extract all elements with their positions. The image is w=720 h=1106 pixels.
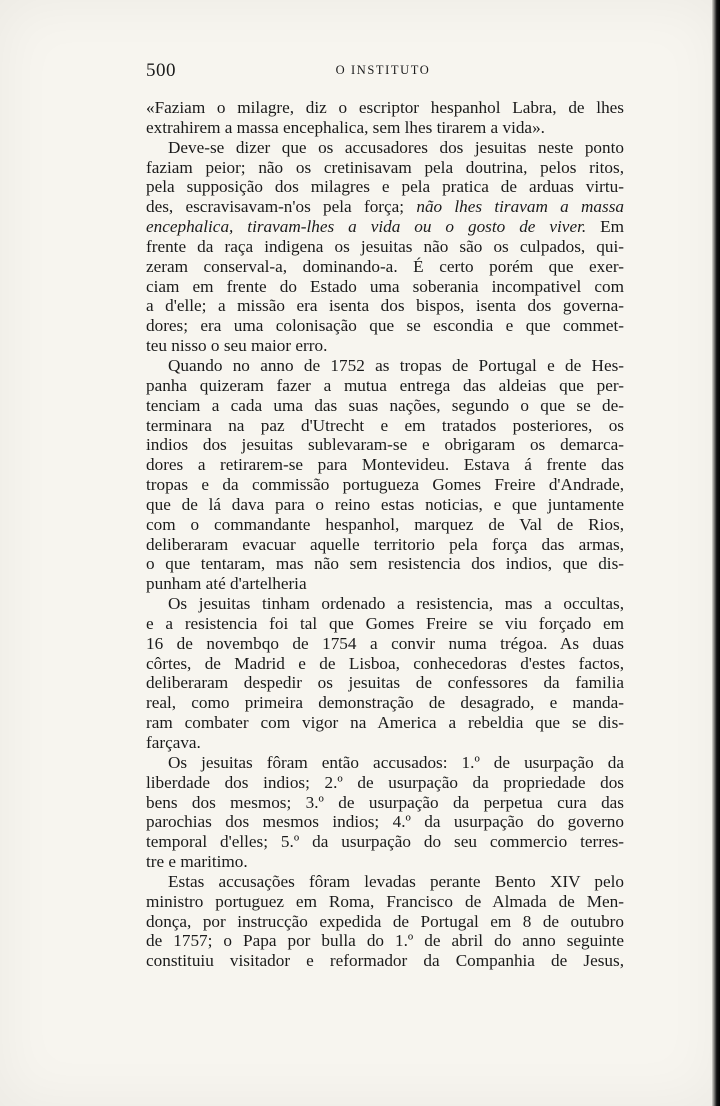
text-line: tre e maritimo. [146,852,248,872]
text-segment: Em [586,217,624,237]
text-line: parochias dos mesmos indios; 4.º da usurpação do governo [146,812,624,832]
text-line: temporal d'elles; 5.º da usurpação do seu commercio terres- [146,832,624,852]
paragraph-3 [146,356,624,594]
body-text [146,98,624,971]
text-line: a d'elle; a missão era isenta dos bispos, isenta dos governa- [146,296,624,316]
page-edge-shadow [712,0,720,1106]
text-line: bens dos mesmos; 3.º de usurpação da perpetua cura das [146,792,624,812]
text-line: dores a retirarem-se para Montevideu. Estava á frente das [146,455,624,475]
text-line: tropas e da commissão portugueza Gomes Freire d'Andrade, [146,475,624,495]
text-line: e a resistencia foi tal que Gomes Freire se viu forçado em [146,613,624,633]
text-line: liberdade dos indios; 2.º de usurpação da propriedade dos [146,772,624,792]
text-line: de 1757; o Papa por bulla do 1.º de abril do anno seguinte [146,931,624,951]
text-line: ministro portuguez em Roma, Francisco de Almada de Men- [146,891,624,911]
text-line: Estas accusações fôram levadas perante Bento XIV pelo [168,871,624,891]
text-line [146,217,624,237]
italic-phrase: não lhes tiravam a massa [416,197,624,217]
text-line: Quando no anno de 1752 as tropas de Portugal e de Hes- [168,355,624,375]
text-line: constituiu visitador e reformador da Companhia de Jesus, [146,951,624,971]
text-line: panha quizeram fazer a mutua entrega das aldeias que per- [146,375,624,395]
text-line: teu nisso o seu maior erro. [146,336,328,356]
text-line: faziam peior; não os cretinisavam pela doutrina, pelos ritos, [146,157,624,177]
text-line: «Faziam o milagre, diz o escriptor hespanhol Labra, de lhes [146,98,624,117]
text-line: terminara na paz d'Utrecht e em tratados posteriores, os [146,415,624,435]
text-line: real, como primeira demonstração de desagrado, e manda- [146,693,624,713]
paragraph-6 [146,872,624,971]
text-line: pela supposição dos milagres e pela pratica de arduas virtu- [146,177,624,197]
text-line: Os jesuitas fôram então accusados: 1.º de usurpação da [168,752,624,772]
text-line: extrahirem a massa encephalica, sem lhes tirarem a vida». [146,117,545,137]
text-line: 16 de novembqo de 1754 a convir numa trégoa. As duas [146,633,624,653]
text-line: frente da raça indigena os jesuitas não são os culpados, qui- [146,236,624,256]
text-line: deliberaram evacuar aquelle territorio pela força das armas, [146,534,624,554]
page-header [146,60,620,84]
text-line: punham até d'artelheria [146,574,307,594]
text-line: farçava. [146,733,201,752]
italic-phrase: encephalica, tiravam-lhes a vida ou o gosto de viver. [146,217,587,237]
running-title: O INSTITUTO [335,63,431,77]
text-line: indios dos jesuitas sublevaram-se e obrigaram os demarca- [146,435,624,455]
text-line: Deve-se dizer que os accusadores dos jesuitas neste ponto [168,137,624,157]
text-line: dores; era uma colonisação que se escondia e que commet- [146,316,624,336]
text-line: tenciam a cada uma das suas nações, segundo o que se de- [146,395,624,415]
text-line: ram combater com vigor na America a rebeldia que se dis- [146,713,624,733]
text-line: donça, por instrucção expedida de Portugal em 8 de outubro [146,911,624,931]
text-line: com o commandante hespanhol, marquez de Val de Rios, [146,514,624,534]
text-segment: des, escravisavam-n'os pela força; [146,197,405,217]
text-line: o que tentaram, mas não sem resistencia dos indios, que dis- [146,554,624,574]
paragraph-1 [146,98,624,138]
text-line: que de lá dava para o reino estas noticias, e que juntamente [146,494,624,514]
text-line: Os jesuitas tinham ordenado a resistencia, mas a occultas, [168,594,624,614]
text-line: côrtes, de Madrid e de Lisboa, conhecedoras d'estes factos, [146,653,624,673]
text-line: ciam em frente do Estado uma soberania incompativel com [146,276,624,296]
paragraph-2 [146,138,624,356]
text-line: zeram conserval-a, dominando-a. É certo porém que exer- [146,256,624,276]
paragraph-5 [146,753,624,872]
text-line [146,197,624,217]
text-line: deliberaram despedir os jesuitas de confessores da familia [146,673,624,693]
paragraph-4 [146,594,624,753]
page-number: 500 [146,60,176,81]
